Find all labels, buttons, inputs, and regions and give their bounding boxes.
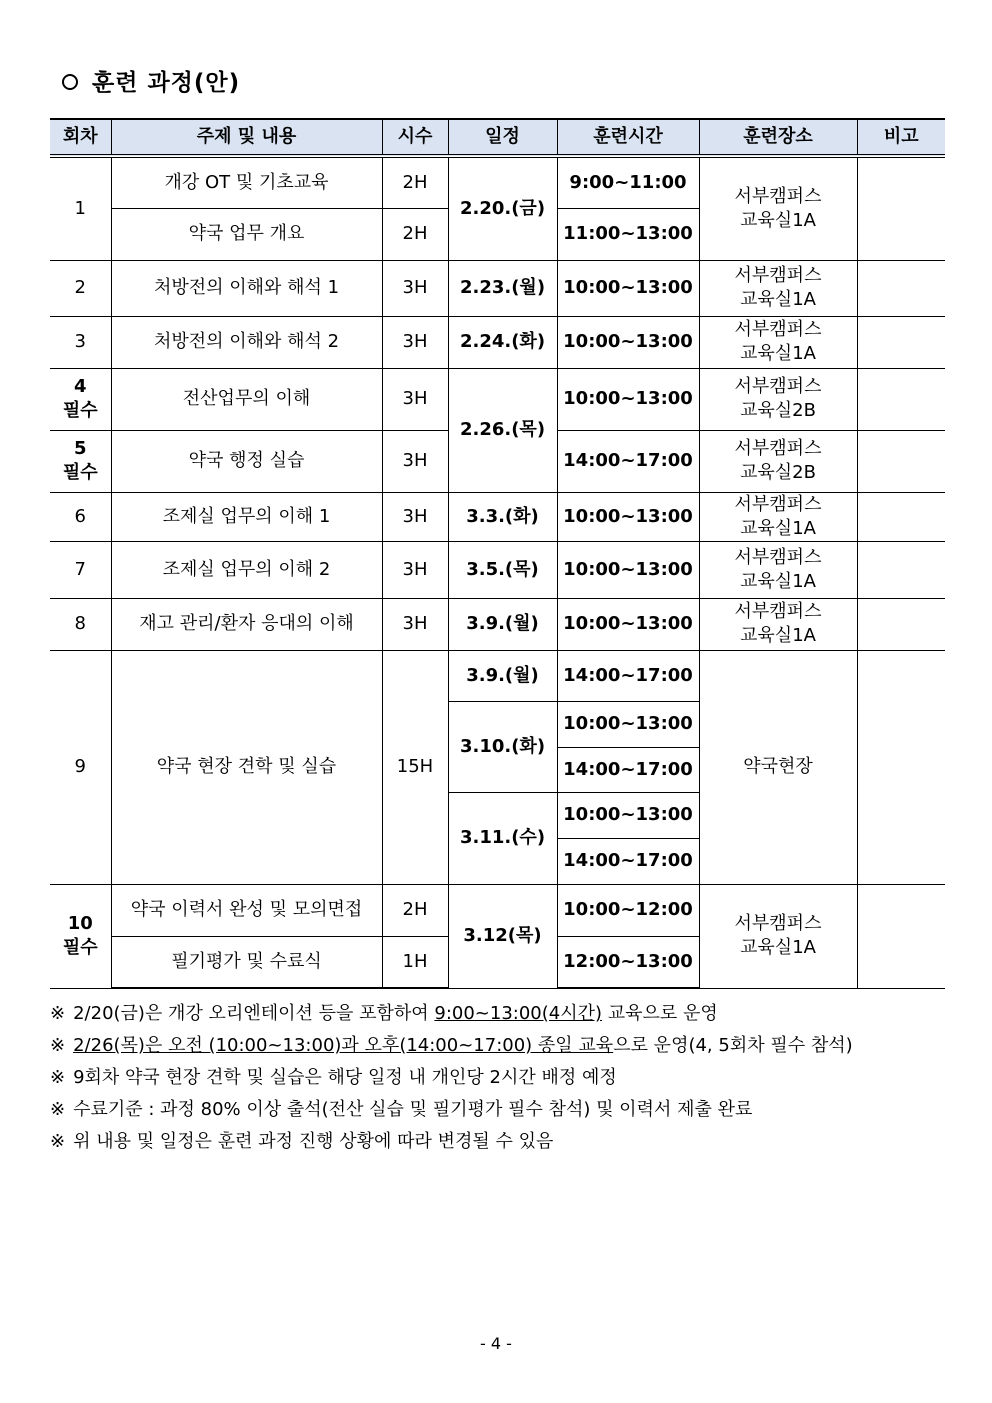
cell-date: 3.11.(수) (448, 792, 557, 884)
cell-note (857, 884, 945, 988)
cell-hours: 3H (382, 316, 448, 368)
cell-place: 서부캠퍼스 교육실1A (699, 598, 857, 650)
cell-note (857, 598, 945, 650)
cell-time: 10:00~13:00 (557, 492, 699, 541)
cell-topic: 개강 OT 및 기초교육 (111, 156, 382, 208)
heading-text: 훈련 과정(안) (92, 70, 241, 96)
note-item: ※ 2/26(목)은 오전 (10:00~13:00)과 오후(14:00~17:00) 종일 교육으로 운영(4, 5회차 필수 참석) (50, 1035, 853, 1056)
reference-mark-icon: ※ (50, 1099, 66, 1120)
cell-note (857, 260, 945, 316)
cell-time: 14:00~17:00 (557, 430, 699, 492)
cell-topic: 처방전의 이해와 해석 2 (111, 316, 382, 368)
cell-time: 10:00~13:00 (557, 701, 699, 747)
note-item: ※ 2/20(금)은 개강 오리엔테이션 등을 포함하여 9:00~13:00(4시간) 교육으로 운영 (50, 1003, 718, 1024)
cell-hours: 3H (382, 541, 448, 598)
cell-note (857, 368, 945, 430)
cell-topic: 조제실 업무의 이해 1 (111, 492, 382, 541)
reference-mark-icon: ※ (50, 1067, 66, 1088)
table-row (50, 368, 945, 430)
reference-mark-icon: ※ (50, 1003, 66, 1024)
cell-topic: 전산업무의 이해 (111, 368, 382, 430)
note-item: ※ 9회차 약국 현장 견학 및 실습은 해당 일정 내 개인당 2시간 배정 예정 (50, 1067, 617, 1088)
cell-time: 10:00~13:00 (557, 260, 699, 316)
cell-place: 서부캠퍼스 교육실1A (699, 156, 857, 260)
cell-time: 11:00~13:00 (557, 208, 699, 260)
reference-mark-icon: ※ (50, 1131, 66, 1152)
cell-place: 서부캠퍼스 교육실1A (699, 541, 857, 598)
cell-topic: 약국 행정 실습 (111, 430, 382, 492)
cell-round: 6 (50, 492, 111, 541)
col-header-note: 비고 (857, 119, 945, 156)
cell-note (857, 541, 945, 598)
table-row (50, 156, 945, 208)
cell-round: 9 (50, 650, 111, 884)
cell-topic: 약국 현장 견학 및 실습 (111, 650, 382, 884)
cell-round: 7 (50, 541, 111, 598)
cell-topic: 처방전의 이해와 해석 1 (111, 260, 382, 316)
cell-time: 10:00~13:00 (557, 368, 699, 430)
cell-hours: 2H (382, 208, 448, 260)
table-row (50, 650, 945, 701)
cell-note (857, 316, 945, 368)
cell-note (857, 430, 945, 492)
cell-place: 서부캠퍼스 교육실1A (699, 316, 857, 368)
cell-place: 서부캠퍼스 교육실2B (699, 368, 857, 430)
table-row (50, 316, 945, 368)
note-item: ※ 수료기준 : 과정 80% 이상 출석(전산 실습 및 필기평가 필수 참석) 및 이력서 제출 완료 (50, 1099, 753, 1120)
cell-hours: 15H (382, 650, 448, 884)
cell-date: 3.12(목) (448, 884, 557, 988)
cell-round: 2 (50, 260, 111, 316)
cell-note (857, 650, 945, 884)
cell-topic: 필기평가 및 수료식 (111, 936, 382, 988)
cell-place: 서부캠퍼스 교육실2B (699, 430, 857, 492)
cell-hours: 3H (382, 430, 448, 492)
page-number: - 4 - (480, 1334, 512, 1353)
col-header-hours: 시수 (382, 119, 448, 156)
cell-round: 4 필수 (50, 368, 111, 430)
circle-bullet-icon (62, 74, 78, 90)
cell-note (857, 156, 945, 260)
cell-date: 3.3.(화) (448, 492, 557, 541)
training-schedule-table (50, 118, 945, 989)
cell-topic: 조제실 업무의 이해 2 (111, 541, 382, 598)
cell-time: 12:00~13:00 (557, 936, 699, 988)
cell-round: 5 필수 (50, 430, 111, 492)
cell-round: 1 (50, 156, 111, 260)
cell-topic: 약국 업무 개요 (111, 208, 382, 260)
table-row (50, 541, 945, 598)
cell-time: 10:00~13:00 (557, 541, 699, 598)
cell-topic: 재고 관리/환자 응대의 이해 (111, 598, 382, 650)
cell-date: 2.26.(목) (448, 368, 557, 492)
cell-round: 3 (50, 316, 111, 368)
cell-hours: 3H (382, 260, 448, 316)
notes-list (50, 998, 950, 1158)
cell-hours: 3H (382, 598, 448, 650)
cell-hours: 2H (382, 884, 448, 936)
col-header-time: 훈련시간 (557, 119, 699, 156)
cell-place: 서부캠퍼스 교육실1A (699, 260, 857, 316)
cell-date: 3.9.(월) (448, 598, 557, 650)
cell-topic: 약국 이력서 완성 및 모의면접 (111, 884, 382, 936)
table-row (50, 260, 945, 316)
cell-round: 8 (50, 598, 111, 650)
table-header-row (50, 119, 945, 156)
cell-hours: 1H (382, 936, 448, 988)
cell-time: 10:00~13:00 (557, 316, 699, 368)
col-header-round: 회차 (50, 119, 111, 156)
cell-hours: 3H (382, 492, 448, 541)
cell-round: 10 필수 (50, 884, 111, 988)
cell-time: 10:00~12:00 (557, 884, 699, 936)
cell-time: 9:00~11:00 (557, 156, 699, 208)
cell-date: 3.9.(월) (448, 650, 557, 701)
cell-place: 서부캠퍼스 교육실1A (699, 884, 857, 988)
cell-time: 10:00~13:00 (557, 792, 699, 838)
note-item: ※ 위 내용 및 일정은 훈련 과정 진행 상황에 따라 변경될 수 있음 (50, 1131, 554, 1152)
cell-date: 2.20.(금) (448, 156, 557, 260)
table-row (50, 492, 945, 541)
cell-hours: 3H (382, 368, 448, 430)
cell-time: 14:00~17:00 (557, 747, 699, 792)
cell-date: 3.5.(목) (448, 541, 557, 598)
cell-time: 14:00~17:00 (557, 838, 699, 884)
cell-note (857, 492, 945, 541)
cell-time: 10:00~13:00 (557, 598, 699, 650)
cell-place: 서부캠퍼스 교육실1A (699, 492, 857, 541)
col-header-place: 훈련장소 (699, 119, 857, 156)
col-header-topic: 주제 및 내용 (111, 119, 382, 156)
table-row (50, 598, 945, 650)
cell-time: 14:00~17:00 (557, 650, 699, 701)
reference-mark-icon: ※ (50, 1035, 66, 1056)
col-header-date: 일정 (448, 119, 557, 156)
cell-hours: 2H (382, 156, 448, 208)
cell-place: 약국현장 (699, 650, 857, 884)
cell-date: 3.10.(화) (448, 701, 557, 792)
cell-date: 2.24.(화) (448, 316, 557, 368)
section-heading (62, 64, 240, 97)
table-row (50, 884, 945, 936)
cell-date: 2.23.(월) (448, 260, 557, 316)
